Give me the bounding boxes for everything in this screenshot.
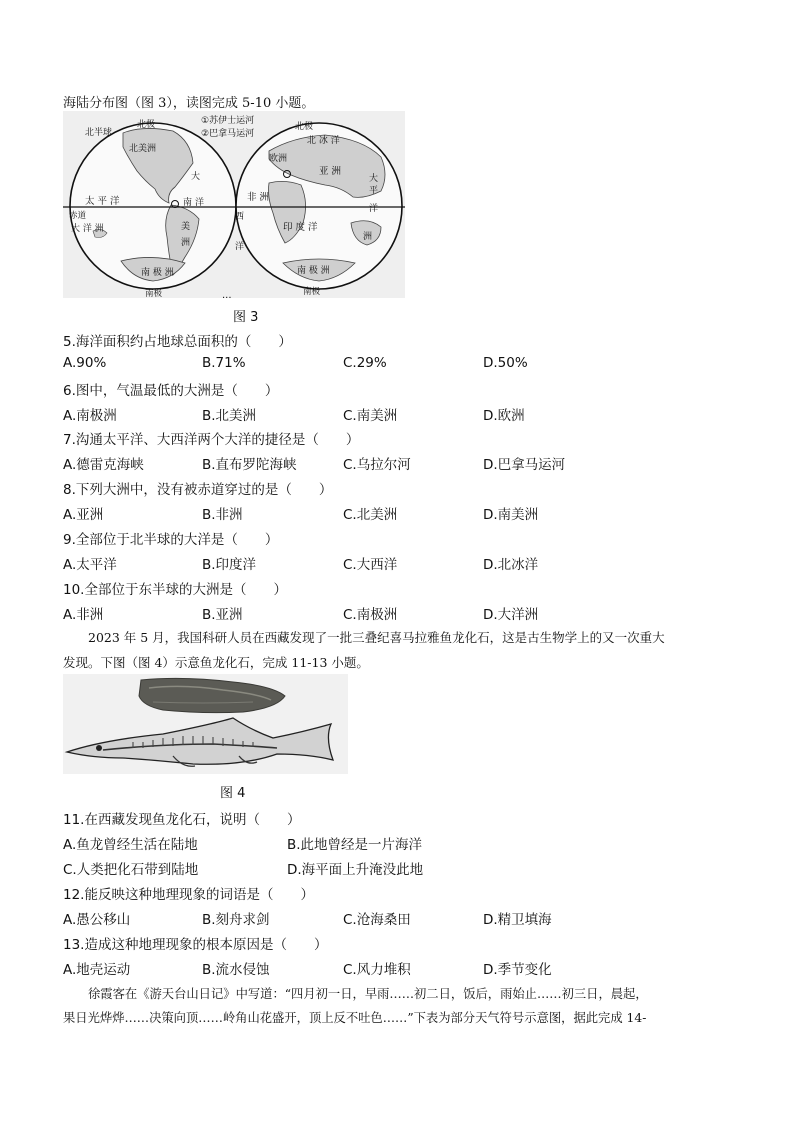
figure-4-caption: 图 4	[220, 786, 246, 801]
label-north-america: 北美洲	[129, 144, 157, 154]
option-b[interactable]: B.直布罗陀海峡	[202, 457, 297, 473]
label-west-mark: 西	[235, 212, 245, 222]
passage-weather-line-1: 徐霞客在《游天台山日记》中写道：“四月初一日，早雨……初二日，饭后，雨始止……初三日，晨起，	[88, 987, 648, 1001]
label-ocean-east: 洋	[369, 204, 379, 214]
option-a[interactable]: A.德雷克海峡	[63, 457, 144, 473]
question-stem: 8.下列大洲中，没有被赤道穿过的是（ ）	[63, 482, 333, 498]
label-antarctica-west: 南 极 洲	[141, 268, 174, 278]
passage-fossil-line-1: 2023 年 5 月，我国科研人员在西藏发现了一批三叠纪喜马拉雅鱼龙化石，这是古生物学上的又一次重大	[88, 630, 665, 645]
label-antarctica-east: 南 极 洲	[297, 266, 330, 276]
legend-panama: ②巴拿马运河	[201, 129, 255, 139]
option-b[interactable]: B.流水侵蚀	[202, 962, 270, 978]
label-south-pole-east: 南极	[303, 287, 321, 297]
figure-3-caption: 图 3	[233, 310, 259, 325]
question-stem: 7.沟通太平洋、大西洋两个大洋的捷径是（ ）	[63, 432, 360, 448]
label-oceania-west: 大 洋 洲	[71, 224, 104, 234]
label-north-pole-east: 北极	[295, 122, 314, 132]
label-arctic: 北 冰 洋	[307, 136, 340, 146]
label-south-pole-west: 南极	[145, 289, 163, 299]
passage-fossil-line-2: 发现。下图（图 4）示意鱼龙化石，完成 11-13 小题。	[63, 655, 369, 670]
option-b[interactable]: B.印度洋	[202, 557, 257, 573]
option-d[interactable]: D.欧洲	[483, 408, 525, 424]
label-south-mark: 南	[183, 198, 193, 208]
option-d[interactable]: D.50%	[483, 355, 528, 371]
option-a[interactable]: A.地壳运动	[63, 962, 131, 978]
question-stem: 10.全部位于东半球的大洲是（ ）	[63, 582, 287, 598]
label-continent-mark: 洲	[181, 238, 191, 248]
question-stem: 13.造成这种地理现象的根本原因是（ ）	[63, 937, 328, 953]
figure-3-hemispheres-map	[63, 111, 405, 298]
figure-3-dots: ···	[222, 293, 232, 304]
option-c[interactable]: C.南极洲	[343, 607, 398, 623]
question-stem: 5.海洋面积约占地球总面积的（ ）	[63, 334, 292, 350]
figure-4-fossil-image	[63, 674, 348, 774]
option-c[interactable]: C.沧海桑田	[343, 912, 411, 928]
option-a[interactable]: A.非洲	[63, 607, 104, 623]
option-b[interactable]: B.亚洲	[202, 607, 243, 623]
label-north-pole-west: 北极	[137, 120, 156, 130]
intro-line: 海陆分布图（图 3），读图完成 5-10 小题。	[63, 96, 315, 111]
option-d[interactable]: D.海平面上升淹没此地	[287, 862, 424, 878]
option-c[interactable]: C.风力堆积	[343, 962, 411, 978]
option-b[interactable]: B.非洲	[202, 507, 243, 523]
option-c[interactable]: C.人类把化石带到陆地	[63, 862, 199, 878]
label-europe: 欧洲	[269, 154, 288, 164]
option-c[interactable]: C.大西洋	[343, 557, 398, 573]
option-d[interactable]: D.精卫填海	[483, 912, 552, 928]
option-b[interactable]: B.刻舟求剑	[202, 912, 270, 928]
label-da-west: 大	[191, 172, 201, 182]
option-b[interactable]: B.71%	[202, 355, 246, 371]
option-b[interactable]: B.北美洲	[202, 408, 257, 424]
option-a[interactable]: A.南极洲	[63, 408, 117, 424]
label-north-hemisphere: 北半球	[85, 128, 113, 138]
label-asia: 亚 洲	[319, 166, 342, 177]
question-stem: 12.能反映这种地理现象的词语是（ ）	[63, 887, 314, 903]
label-ocean-west: 洋	[195, 198, 205, 208]
option-a[interactable]: A.鱼龙曾经生活在陆地	[63, 837, 198, 853]
legend-suez: ①苏伊士运河	[201, 116, 255, 126]
label-equator: 赤道	[69, 211, 87, 221]
label-america-mark: 美	[181, 222, 191, 232]
option-d[interactable]: D.季节变化	[483, 962, 552, 978]
label-da-east: 大	[369, 174, 379, 184]
question-stem: 9.全部位于北半球的大洋是（ ）	[63, 532, 279, 548]
label-zhou-east: 洲	[363, 232, 373, 242]
option-d[interactable]: D.北冰洋	[483, 557, 539, 573]
question-stem: 11.在西藏发现鱼龙化石，说明（ ）	[63, 812, 301, 828]
option-a[interactable]: A.太平洋	[63, 557, 117, 573]
option-a[interactable]: A.90%	[63, 355, 107, 371]
passage-weather-line-2: 果日光烨烨……决策向顶……岭角山花盛开，顶上反不吐色……”下表为部分天气符号示意图，据此完成 14-	[63, 1011, 647, 1025]
option-b[interactable]: B.此地曾经是一片海洋	[287, 837, 423, 853]
label-ocean-mark: 洋	[235, 242, 245, 252]
option-d[interactable]: D.南美洲	[483, 507, 539, 523]
option-c[interactable]: C.乌拉尔河	[343, 457, 411, 473]
option-c[interactable]: C.北美洲	[343, 507, 398, 523]
option-c[interactable]: C.南美洲	[343, 408, 398, 424]
option-c[interactable]: C.29%	[343, 355, 387, 371]
option-a[interactable]: A.愚公移山	[63, 912, 131, 928]
label-africa: 非 洲	[247, 192, 270, 203]
label-pacific: 太 平 洋	[85, 196, 120, 207]
option-d[interactable]: D.巴拿马运河	[483, 457, 566, 473]
option-d[interactable]: D.大洋洲	[483, 607, 539, 623]
label-ping-east: 平	[369, 186, 379, 196]
question-stem: 6.图中，气温最低的大洲是（ ）	[63, 383, 279, 399]
fossil-svg	[63, 674, 348, 774]
label-indian-ocean: 印 度 洋	[283, 222, 318, 233]
option-a[interactable]: A.亚洲	[63, 507, 104, 523]
